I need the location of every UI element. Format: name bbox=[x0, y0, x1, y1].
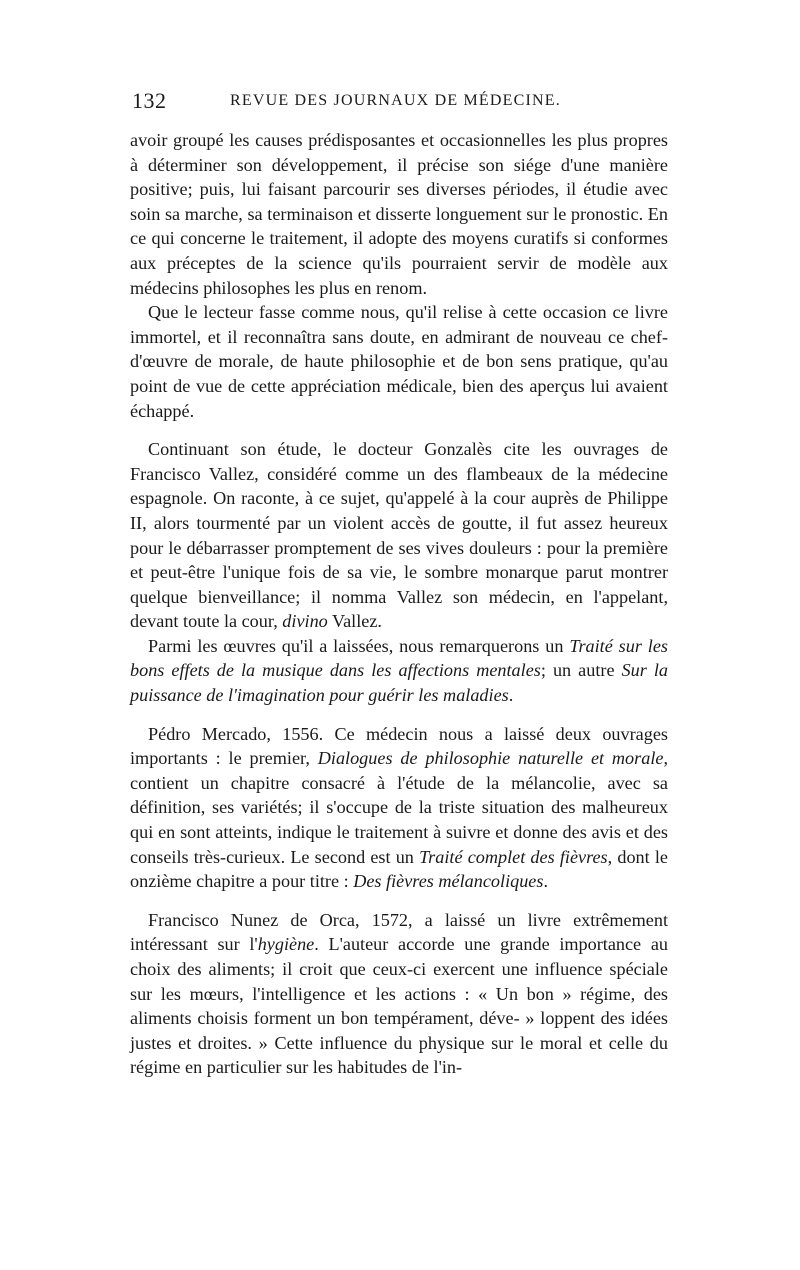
italic-title: Sur la puissance de l'imagination pour guérir les maladies bbox=[130, 660, 668, 706]
paragraph-vallez-works bbox=[130, 634, 668, 708]
text-run: avoir groupé les causes prédisposantes et occasionnelles les plus propres à déterminer son développement, il précise son siége d'une manière positive; puis, lui faisant parcourir ses diverses périodes, il étudie avec soin sa marche, sa terminaison et disserte longuement sur le pronostic. En ce qui concerne le traitement, il adopte des moyens curatifs si conformes aux préceptes de la science qu'ils pourraient servir de modèle aux médecins philosophes les plus en renom. bbox=[130, 130, 668, 298]
text-run: Que le lecteur fasse comme nous, qu'il relise à cette occasion ce livre immortel, et il reconnaîtra sans doute, en admirant de nouveau ce chef-d'œuvre de morale, de haute philosophie et de bon sens pratique, qu'au point de vue de cette appréciation médicale, bien des aperçus lui avaient échappé. bbox=[130, 302, 668, 421]
text-run: Parmi les œuvres qu'il a laissées, nous remarquerons un bbox=[148, 635, 570, 656]
page-header bbox=[130, 88, 668, 118]
italic-title: divino bbox=[282, 611, 328, 632]
text-run: Continuant son étude, le docteur Gonzalès cite les ouvrages de Francisco Vallez, considéré comme un des flambeaux de la médecine espagnole. On raconte, à ce sujet, qu'appelé à la cour auprès de Philippe II, alors tourmenté par un violent accès de goutte, il fut assez heureux pour le débarrasser promptement de ses vives douleurs : pour la première et peut-être l'unique fois de sa vie, le sombre monarque parut montrer quelque bienveillance; il nomma Vallez son médecin, en l'appelant, devant toute la cour, bbox=[130, 439, 668, 632]
italic-title: Des fièvres mélancoliques bbox=[353, 871, 544, 892]
paragraph-diagnosis bbox=[130, 128, 668, 300]
text-run: , dont le onzième chapitre a pour titre : bbox=[130, 846, 668, 892]
paragraph-reader-note bbox=[130, 300, 668, 423]
italic-title: Dialogues de philosophie naturelle et morale bbox=[317, 748, 664, 769]
page-number: 132 bbox=[132, 88, 167, 113]
text-run: Vallez. bbox=[327, 611, 382, 632]
text-run: . L'auteur accorde une grande importance au choix des aliments; il croit que ceux-ci exercent une influence spéciale sur les mœurs, l'intelligence et les actions : « Un bon » régime, des aliments choisis forment un bon tempérament, déve- » loppent des idées justes et droites. » Cette influence du physique sur le moral et celle du régime en particulier sur les habitudes de l'in- bbox=[130, 934, 668, 1078]
text-run: . bbox=[543, 871, 549, 892]
italic-title: Traité sur les bons effets de la musique dans les affections mentales bbox=[130, 635, 668, 681]
paragraph-nunez-de-orca bbox=[130, 908, 668, 1080]
italic-title: hygiène bbox=[257, 934, 315, 955]
italic-title: Traité complet des fièvres bbox=[419, 846, 608, 867]
body-text bbox=[130, 128, 668, 1080]
running-title: REVUE DES JOURNAUX DE MÉDECINE. bbox=[230, 92, 561, 109]
text-run: . bbox=[508, 685, 514, 706]
text-run: Pédro Mercado, 1556. Ce médecin nous a laissé deux ouvrages importants : le premier, bbox=[130, 723, 668, 769]
paragraph-vallez bbox=[130, 437, 668, 634]
text-run: ; un autre bbox=[540, 660, 622, 681]
text-run: , contient un chapitre consacré à l'étude de la mélancolie, avec sa définition, ses variétés; il s'occupe de la triste situation des malheureux qui en sont atteints, indique le traitement à suivre et donne des avis et des conseils très-curieux. Le second est un bbox=[130, 748, 668, 867]
paragraph-mercado bbox=[130, 722, 668, 894]
text-run: Francisco Nunez de Orca, 1572, a laissé un livre extrêmement intéressant sur l' bbox=[130, 909, 668, 955]
